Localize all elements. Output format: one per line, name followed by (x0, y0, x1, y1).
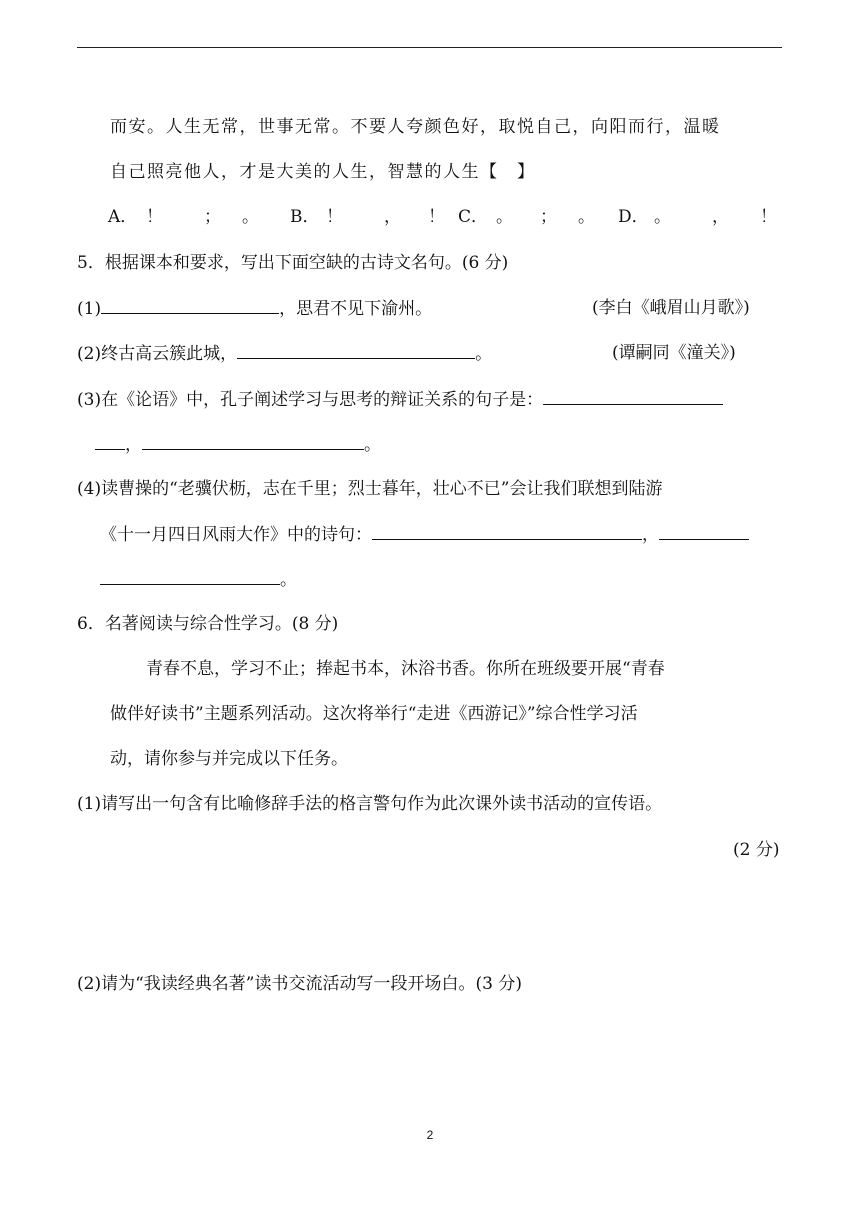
q5-item-2-blank[interactable] (237, 341, 475, 359)
option-a-mark-3: 。 (242, 207, 259, 227)
q5-item-1-source: (李白《峨眉山月歌》) (592, 298, 750, 318)
q5-item-4-line-2 (100, 522, 749, 547)
option-d-mark-2: ， (712, 207, 729, 227)
option-b-mark-3: ！ (428, 207, 445, 227)
q6-sub-1-score: (2 分) (733, 840, 780, 860)
q5-item-4-line-3 (100, 567, 297, 592)
q5-item-2-source: (谭嗣同《潼关》) (612, 343, 736, 363)
option-c-mark-3: 。 (578, 207, 595, 227)
option-b-mark-2: ， (384, 207, 401, 227)
q4-text-line-2: 自己照亮他人，才是大美的人生，智慧的人生【 】 (110, 162, 536, 182)
option-a-mark-2: ； (204, 207, 221, 227)
q5-item-3-blank-1[interactable] (543, 387, 723, 405)
q5-item-4-text: 《十一月四日风雨大作》中的诗句： (100, 525, 372, 545)
q5-title: 5．根据课本和要求，写出下面空缺的古诗文名句。(6 分) (77, 253, 509, 273)
q5-item-1-blank[interactable] (101, 296, 279, 314)
q5-item-2-end: 。 (475, 344, 493, 364)
q6-para-line-3: 动，请你参与并完成以下任务。 (110, 749, 348, 769)
q5-item-3-line-2 (95, 432, 381, 457)
q6-sub-2: (2)请为“我读经典名著”读书交流活动写一段开场白。(3 分) (77, 974, 522, 994)
q6-title: 6．名著阅读与综合性学习。(8 分) (77, 614, 339, 634)
q5-item-3-comma: ， (125, 435, 142, 455)
q5-item-3-line-1 (77, 387, 723, 412)
option-c-mark-2: ； (540, 207, 557, 227)
q5-item-3-text: (3)在《论语》中，孔子阐述学习与思考的辩证关系的句子是： (77, 390, 544, 410)
q5-item-3-blank-2[interactable] (142, 432, 364, 450)
q5-item-4-blank-1[interactable] (372, 522, 642, 540)
option-a-mark-1: ！ (146, 207, 163, 227)
q5-item-2-prefix: (2)终古高云簇此城， (77, 344, 238, 364)
q6-para-line-2: 做伴好读书”主题系列活动。这次将举行“走进《西游记》”综合性学习活 (110, 704, 638, 724)
q5-item-4-end: 。 (280, 570, 297, 590)
option-d-letter: D． (618, 207, 649, 227)
header-rule (77, 47, 782, 48)
option-d-mark-1: 。 (654, 207, 671, 227)
option-b-letter: B． (290, 207, 320, 227)
q5-item-1-text: ，思君不见下渝州。 (279, 299, 433, 319)
option-c-mark-1: 。 (496, 207, 513, 227)
q5-item-3-end: 。 (364, 435, 381, 455)
option-a-letter: A． (108, 207, 138, 227)
option-b-mark-1: ！ (326, 207, 343, 227)
option-d-mark-3: ！ (760, 207, 777, 227)
q5-item-1-prefix: (1) (77, 299, 102, 319)
q5-item-4-comma: ， (642, 525, 659, 545)
q5-item-3-blank-1-cont[interactable] (95, 432, 125, 450)
q6-sub-1: (1)请写出一句含有比喻修辞手法的格言警句作为此次课外读书活动的宣传语。 (77, 794, 663, 814)
q4-text-line-1: 而安。人生无常，世事无常。不要人夸颜色好，取悦自己，向阳而行，温暖 (110, 117, 721, 137)
q5-item-4-blank-2[interactable] (659, 522, 749, 540)
page-number: 2 (426, 1128, 434, 1142)
q5-item-4-line-1: (4)读曹操的“老骥伏枥，志在千里；烈士暮年，壮心不已”会让我们联想到陆游 (77, 479, 663, 499)
q5-item-1 (77, 296, 432, 321)
q6-para-line-1: 青春不息，学习不止；捧起书本，沐浴书香。你所在班级要开展“青春 (146, 659, 665, 679)
q5-item-2 (77, 341, 492, 366)
option-c-letter: C． (458, 207, 489, 227)
q5-item-4-blank-2-cont[interactable] (100, 567, 280, 585)
